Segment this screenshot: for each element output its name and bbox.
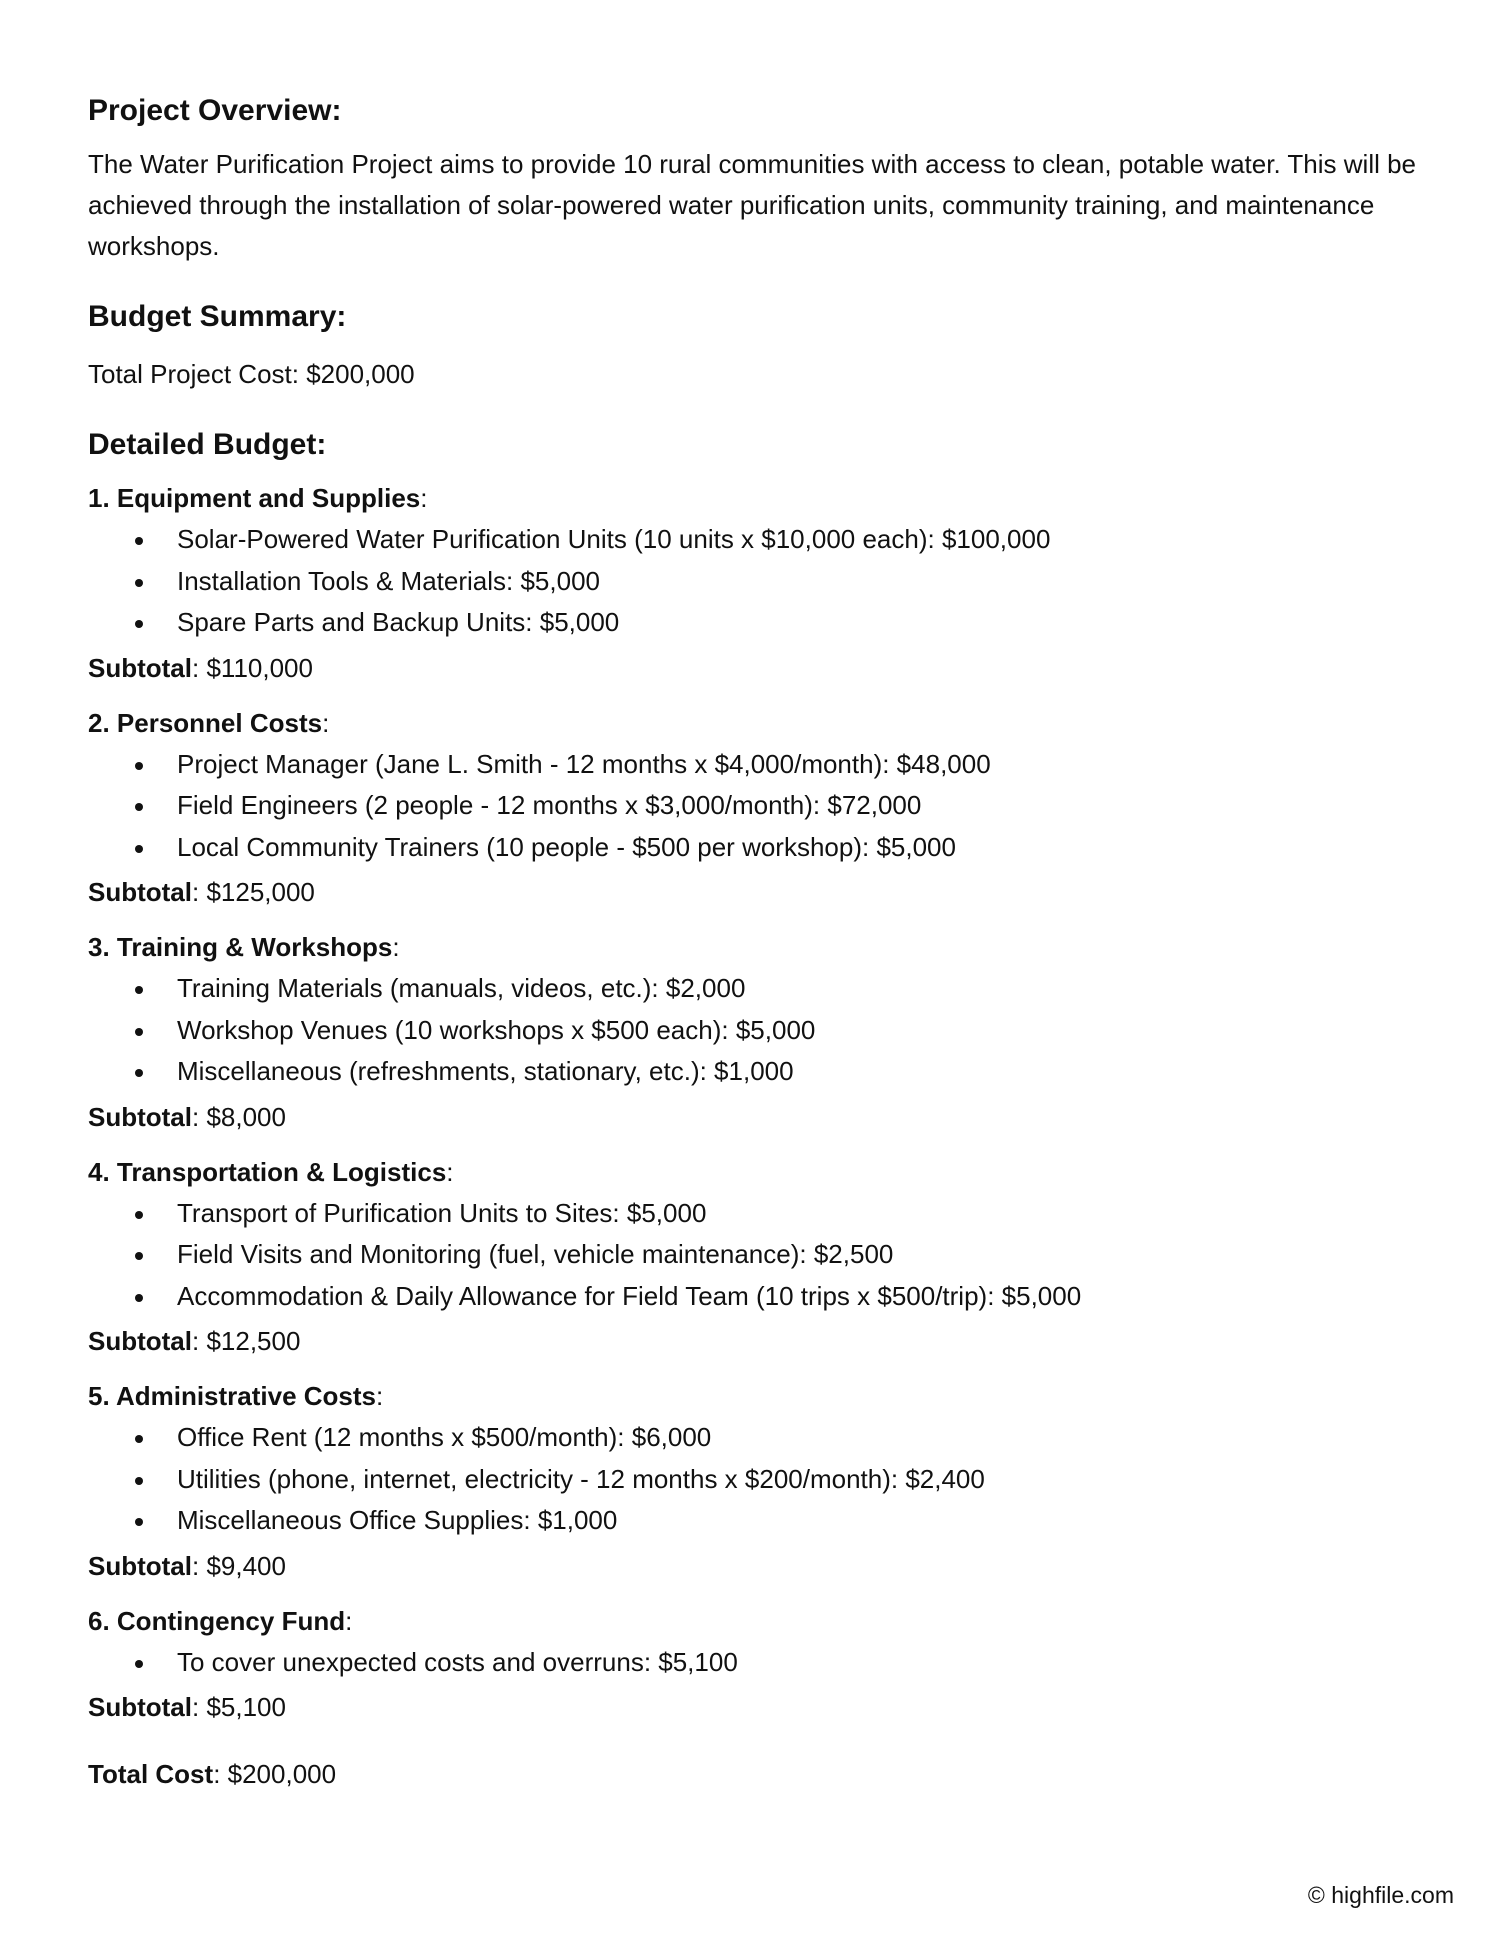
overview-text: The Water Purification Project aims to provide 10 rural communities with access to clean, potable water. This will be achieved through the installation of solar-powered water purification units, community training, and maintenance workshops. [88, 149, 1417, 261]
list-item [88, 1459, 1428, 1501]
category-subtotal: Subtotal: $12,500 [88, 1326, 301, 1356]
category-title: 6. Contingency Fund: [88, 1605, 353, 1636]
list-item-text: Accommodation & Daily Allowance for Field Team (10 trips x $500/trip): $5,000 [177, 1280, 1082, 1311]
category-item-list [88, 1642, 1428, 1684]
budget-category [88, 1601, 1428, 1729]
category-subtotal: Subtotal: $8,000 [88, 1101, 286, 1132]
list-item-text: To cover unexpected costs and overruns: $5,100 [177, 1646, 738, 1677]
category-item-list [88, 744, 1428, 869]
subtotal-label: Subtotal [88, 1692, 192, 1722]
category-item-list [88, 968, 1428, 1093]
detailed-budget-heading: Detailed Budget: [88, 428, 327, 461]
list-item [88, 744, 1428, 786]
list-item-text: Workshop Venues (10 workshops x $500 each): $5,000 [177, 1014, 816, 1045]
list-item [88, 968, 1428, 1010]
subtotal-label: Subtotal [88, 652, 192, 683]
category-subtotal: Subtotal: $5,100 [88, 1692, 286, 1722]
budget-category [88, 478, 1428, 689]
list-item [88, 1234, 1428, 1276]
category-item-list [88, 519, 1428, 644]
list-item-text: Utilities (phone, internet, electricity - 12 months x $200/month): $2,400 [177, 1463, 985, 1494]
list-item [88, 561, 1428, 603]
budget-summary-heading: Budget Summary: [88, 300, 347, 333]
list-item-text: Field Engineers (2 people - 12 months x $3,000/month): $72,000 [177, 790, 922, 820]
category-title: 4. Transportation & Logistics: [88, 1156, 454, 1187]
budget-category [88, 1376, 1428, 1587]
bullet-icon [135, 762, 143, 770]
category-title: 3. Training & Workshops: [88, 932, 400, 962]
document-page [88, 88, 1428, 1795]
subtotal-value: $125,000 [206, 877, 315, 907]
list-item [88, 1500, 1428, 1542]
grand-total: Total Cost: $200,000 [88, 1759, 337, 1789]
list-item [88, 827, 1428, 869]
list-item [88, 785, 1428, 827]
bullet-icon [135, 1211, 143, 1219]
bullet-icon [135, 986, 143, 994]
subtotal-label: Subtotal [88, 1326, 192, 1356]
list-item [88, 1417, 1428, 1459]
list-item [88, 1193, 1428, 1235]
subtotal-value: $12,500 [206, 1326, 301, 1356]
list-item-text: Project Manager (Jane L. Smith - 12 months x $4,000/month): $48,000 [177, 748, 991, 779]
bullet-icon [135, 803, 143, 811]
budget-category [88, 1152, 1428, 1363]
list-item [88, 1276, 1428, 1318]
bullet-icon [135, 1477, 143, 1485]
category-subtotal: Subtotal: $9,400 [88, 1550, 286, 1581]
category-title: 1. Equipment and Supplies: [88, 483, 428, 513]
budget-category [88, 703, 1428, 914]
subtotal-value: $110,000 [206, 652, 313, 683]
subtotal-value: $9,400 [206, 1550, 286, 1581]
subtotal-value: $5,100 [206, 1692, 286, 1722]
list-item-text: Local Community Trainers (10 people - $500 per workshop): $5,000 [177, 831, 956, 862]
list-item-text: Miscellaneous (refreshments, stationary, etc.): $1,000 [177, 1056, 794, 1086]
bullet-icon [135, 537, 143, 545]
list-item-text: Field Visits and Monitoring (fuel, vehicle maintenance): $2,500 [177, 1239, 894, 1269]
list-item [88, 519, 1428, 561]
bullet-icon [135, 1028, 143, 1036]
category-subtotal: Subtotal: $110,000 [88, 652, 313, 683]
list-item [88, 602, 1428, 644]
grand-total-label: Total Cost [88, 1759, 214, 1789]
total-project-cost: Total Project Cost: $200,000 [88, 359, 415, 389]
category-item-list [88, 1193, 1428, 1318]
bullet-icon [135, 620, 143, 628]
list-item [88, 1642, 1428, 1684]
category-title: 5. Administrative Costs: [88, 1381, 384, 1411]
category-subtotal: Subtotal: $125,000 [88, 877, 315, 907]
bullet-icon [135, 1435, 143, 1443]
subtotal-value: $8,000 [206, 1101, 286, 1132]
overview-heading: Project Overview: [88, 94, 342, 127]
grand-total-value: $200,000 [227, 1759, 337, 1789]
subtotal-label: Subtotal [88, 877, 192, 907]
bullet-icon [135, 845, 143, 853]
list-item-text: Transport of Purification Units to Sites: $5,000 [177, 1197, 707, 1228]
list-item [88, 1010, 1428, 1052]
list-item-text: Office Rent (12 months x $500/month): $6,000 [177, 1422, 712, 1452]
copyright-footer: © highfile.com [1307, 1882, 1454, 1908]
bullet-icon [135, 1294, 143, 1302]
category-item-list [88, 1417, 1428, 1542]
bullet-icon [135, 1518, 143, 1526]
budget-category [88, 927, 1428, 1138]
list-item [88, 1051, 1428, 1093]
list-item-text: Training Materials (manuals, videos, etc.): $2,000 [177, 973, 746, 1003]
subtotal-label: Subtotal [88, 1101, 192, 1132]
list-item-text: Spare Parts and Backup Units: $5,000 [177, 607, 620, 637]
budget-categories [88, 478, 1428, 1728]
list-item-text: Solar-Powered Water Purification Units (10 units x $10,000 each): $100,000 [177, 524, 1051, 554]
bullet-icon [135, 1660, 143, 1668]
bullet-icon [135, 1069, 143, 1077]
subtotal-label: Subtotal [88, 1550, 192, 1581]
bullet-icon [135, 579, 143, 587]
bullet-icon [135, 1252, 143, 1260]
category-title: 2. Personnel Costs: [88, 707, 330, 738]
list-item-text: Installation Tools & Materials: $5,000 [177, 565, 600, 596]
list-item-text: Miscellaneous Office Supplies: $1,000 [177, 1505, 618, 1535]
